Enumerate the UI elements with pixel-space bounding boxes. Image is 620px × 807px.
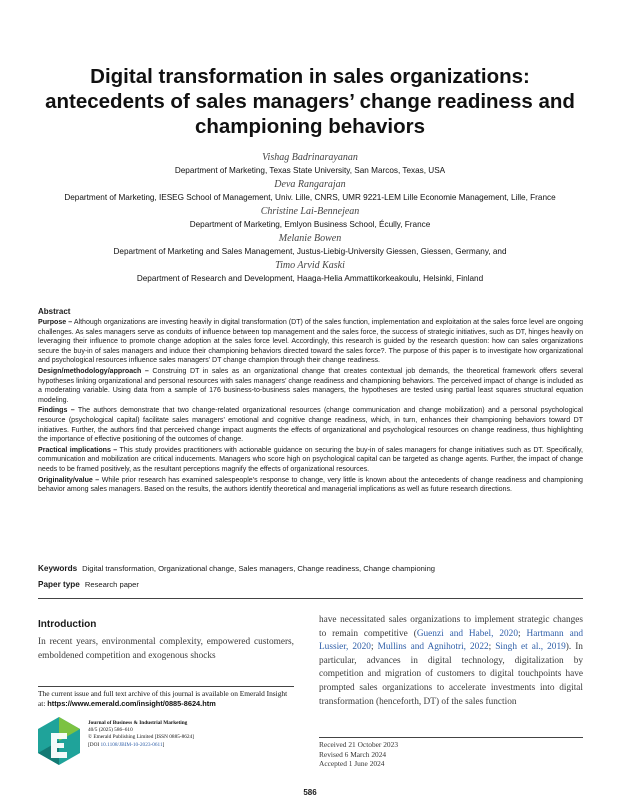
author-block xyxy=(20,178,600,204)
paper-type-text: Research paper xyxy=(84,580,139,589)
author-name: Melanie Bowen xyxy=(278,233,342,244)
abstract-text: Construing DT in sales as an organizational change that creates contextual job demands, the theoretical framework offers several hypotheses linking organizational and personal resources with sales managers’ change readiness and championing behaviors. The perceived impact of change is included as a moderating variable. Using data from a sample of 176 business-to-business sales managers, the hypotheses are tested using partial least squares structural equation modeling. xyxy=(38,367,583,404)
article-dates xyxy=(319,740,398,769)
abstract-label: Purpose – xyxy=(38,319,73,326)
page-number: 586 xyxy=(303,788,317,797)
abstract-design xyxy=(38,367,583,405)
dates-divider xyxy=(319,737,583,738)
article-title: Digital transformation in sales organizations: antecedents of sales managers’ change readiness and championing behaviors xyxy=(45,65,575,138)
intro-text: have necessitated sales organizations to implement strategic changes to remain competitive ( xyxy=(319,615,583,639)
abstract-label: Originality/value – xyxy=(38,476,100,484)
author-block xyxy=(20,232,600,258)
footer-divider xyxy=(38,686,294,687)
author-name: Timo Arvid Kaski xyxy=(275,260,345,271)
abstract-label: Practical implications – xyxy=(38,446,118,454)
archive-text: The current issue and full text archive of this journal is available on Emerald Insight at: xyxy=(38,689,288,708)
abstract-practical xyxy=(38,446,583,475)
citation-link[interactable]: Guenzi and Habel, 2020 xyxy=(416,628,518,639)
journal-volume: 40/5 (2025) 586–610 xyxy=(88,727,133,734)
author-affiliation: Department of Marketing and Sales Management, Justus-Liebig-University Giessen, Giessen, Germany, and xyxy=(113,247,507,256)
abstract-purpose xyxy=(38,318,583,366)
journal-doi xyxy=(88,742,194,749)
keywords-text: Digital transformation, Organizational change, Sales managers, Change readiness, Change championing xyxy=(82,564,436,573)
author-name: Deva Rangarajan xyxy=(274,179,346,190)
paper-type-label: Paper type xyxy=(38,580,80,589)
archive-note xyxy=(38,689,294,709)
abstract-label: Findings – xyxy=(38,407,75,415)
abstract-heading: Abstract xyxy=(38,307,71,316)
abstract-text: While prior research has examined salespeople’s response to change, very little is known about the antecedents of change readiness and championing behavior among sales managers. Based on the results, the authors identify theoretical and managerial implications as well as future research directions. xyxy=(38,476,583,494)
introduction-heading: Introduction xyxy=(38,619,97,630)
abstract-text: This study provides practitioners with actionable guidance on securing the buy-in of sales managers for change initiatives such as DT. Specifically, communication and mobilization are critical inducements. Managers who score high on psychological capital can be targeted as change agents. Further, the impact of change needs to be framed positively, as the resultant perceptions magnify the effects of organizational resources. xyxy=(38,446,583,473)
author-affiliation: Department of Marketing, IESEG School of Management, Univ. Lille, CNRS, UMR 9221-LEM Lille Economie Management, Lille, France xyxy=(64,193,556,202)
citation-separator: ; xyxy=(517,628,527,639)
archive-url-link[interactable]: https://www.emerald.com/insight/0885-8624.htm xyxy=(47,699,216,708)
author-block xyxy=(20,205,600,231)
author-block xyxy=(20,151,600,177)
paper-type xyxy=(38,580,583,589)
doi-suffix: ] xyxy=(162,741,165,748)
abstract-text: The authors demonstrate that two change-related organizational resources (change communication and change mobilization) and a personal psychological resource (psychological capital) facilitate sales managers’ emotional and cognitive change readiness, which, in turn, enhances their championing behaviors toward DT initiatives. Further, the authors find that perceived change impact augments the effects of organizational and psychological resources on change readiness, thus highlighting the importance of effective positioning of the outcomes of change. xyxy=(38,407,583,444)
abstract-originality xyxy=(38,476,583,495)
author-list xyxy=(20,151,600,286)
abstract-text: Although organizations are investing heavily in digital transformation (DT) of the sales function, implementation and exploitation at the sales force level are ongoing challenges. As sales managers serve as conduits of influence between top management and the sales force, the success of strategic initiatives, such as DT, hinges heavily on leveraging their influence to promote change adoption at the sales force level. Accordingly, this research is guided by the research question: how can sales organizations secure the buy-in of sales managers and induce their championing behaviors directed toward the sales force?. The purpose of this paper is to investigate how organizational and psychological resources influence sales managers’ DT change champion through their change readiness. xyxy=(38,319,583,365)
citation-link[interactable]: Singh et al., 2019 xyxy=(495,642,566,653)
journal-name: Journal of Business & Industrial Marketing xyxy=(88,720,188,726)
author-affiliation: Department of Research and Development, Haaga-Helia Ammattikorkeakoulu, Helsinki, Finland xyxy=(136,274,484,283)
citation-link[interactable]: Hartmann and Lussier, 2020 xyxy=(319,628,584,653)
author-affiliation: Department of Marketing, Emlyon Business School, Écully, France xyxy=(189,220,431,229)
abstract xyxy=(38,307,583,496)
divider xyxy=(38,598,583,599)
author-affiliation: Department of Marketing, Texas State University, San Marcos, Texas, USA xyxy=(174,166,446,175)
accepted-date: Accepted 1 June 2024 xyxy=(319,759,385,768)
journal-info xyxy=(88,720,194,749)
keywords xyxy=(38,564,583,573)
author-name: Vishag Badrinarayanan xyxy=(262,152,358,163)
introduction-right-column xyxy=(319,614,583,709)
citation-link[interactable]: Mullins and Agnihotri, 2022 xyxy=(377,642,489,653)
abstract-findings xyxy=(38,406,583,444)
revised-date: Revised 6 March 2024 xyxy=(319,749,387,759)
abstract-label: Design/methodology/approach – xyxy=(38,367,149,375)
keywords-label: Keywords xyxy=(38,564,78,573)
author-name: Christine Lai-Bennejean xyxy=(260,206,360,217)
introduction-left-column: In recent years, environmental complexity, empowered customers, emboldened competition and exogenous shocks xyxy=(38,637,294,661)
doi-prefix: [DOI xyxy=(88,741,100,748)
received-date: Received 21 October 2023 xyxy=(319,740,399,749)
citation-separator: ; xyxy=(488,642,496,653)
citation-separator: ; xyxy=(370,642,378,653)
journal-publisher: © Emerald Publishing Limited [ISSN 0885-8624] xyxy=(88,734,194,741)
doi-link[interactable]: 10.1108/JBIM-10-2023-0611 xyxy=(100,741,163,748)
author-block xyxy=(20,259,600,285)
intro-text: ). In particular, advances in digital technology, digitalization by competition and migration of customers to digital touchpoints have prompted sales organizations to accelerate investments into digital transformation (henceforth, DT) of the sales function xyxy=(319,642,583,707)
emerald-logo-icon xyxy=(38,717,80,765)
